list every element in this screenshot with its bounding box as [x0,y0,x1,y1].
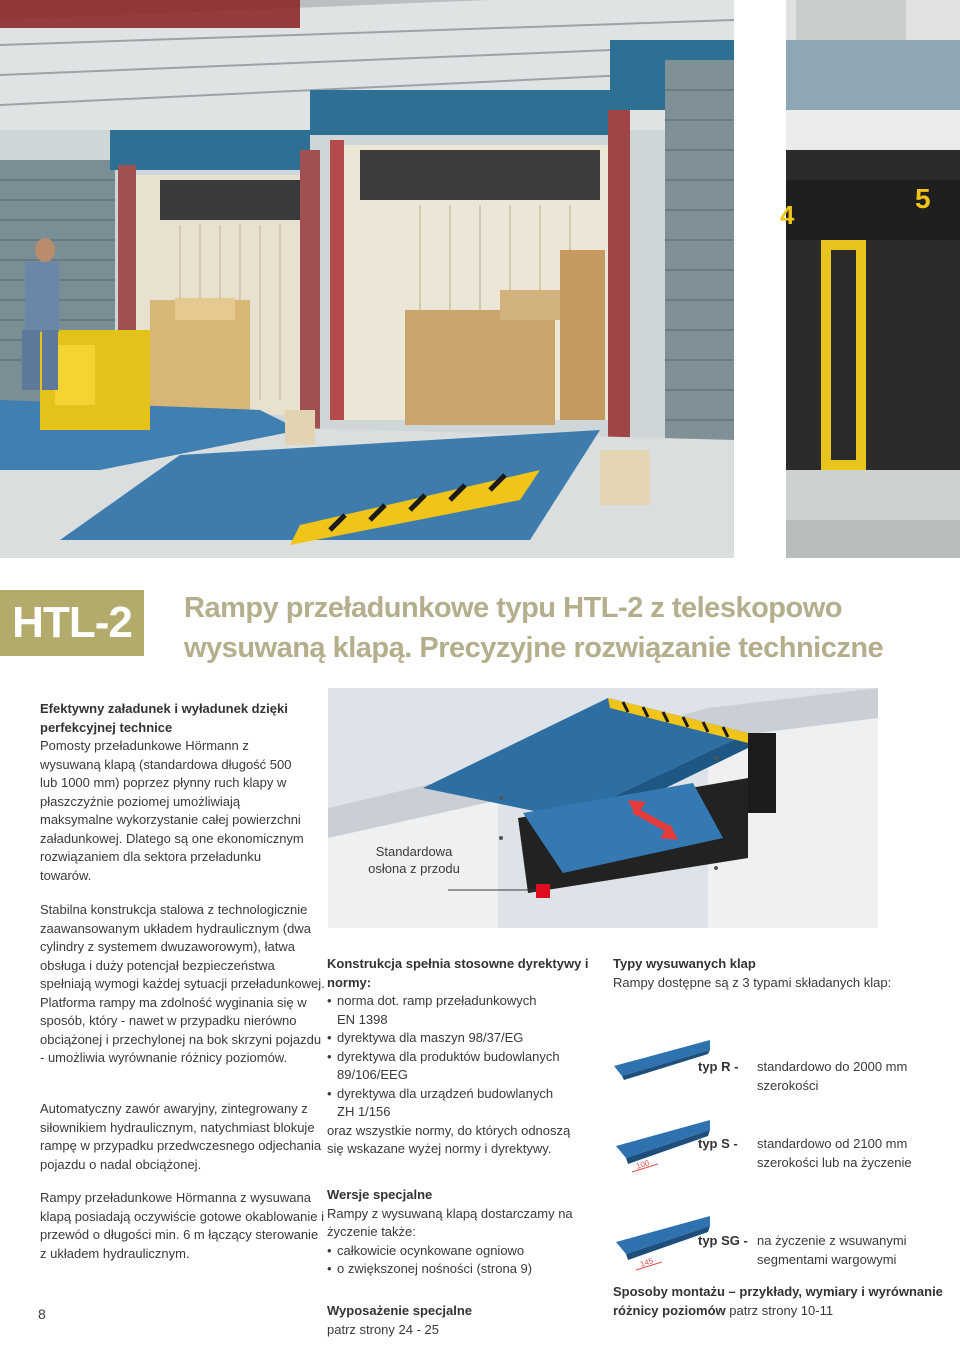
dimension-s: 100 [634,1158,651,1171]
mounting-reference-bold: Sposoby montażu – przykłady, wymiary i wyrównanie różnicy poziomów [613,1284,943,1318]
page-number: 8 [38,1306,46,1322]
flap-illustrations [612,1030,712,1290]
wiring-paragraph [40,1189,325,1263]
ramp-diagram [328,688,878,928]
special-versions-heading: Wersje specjalne [327,1187,433,1202]
norms-closing: oraz wszystkie normy, do których odnoszą się wskazane wyżej normy i dyrektywy. [327,1122,571,1156]
flap-type-s-label: typ S - [698,1136,738,1151]
norms-list [327,992,589,1122]
flap-types-heading: Typy wysuwanych klap [613,956,756,971]
special-equipment-section [327,1302,589,1339]
special-version-item: • całkowicie ocynkowane ogniowo [327,1242,589,1261]
loading-dock-photo [786,0,960,558]
construction-paragraph [40,901,325,1068]
valve-paragraph [40,1100,325,1174]
norms-item [327,992,589,1029]
door-number-4: 4 [780,200,795,230]
product-badge: HTL-2 [0,590,144,656]
construction-text: Stabilna konstrukcja stalowa z technologicznie zaawansowanym układem hydraulicznym (dwa cylindry z systemem dwuzaworowym), łatwa obsługa i duży potencjał bezpieczeństwa spełniają wymogi każdej sytuacji przeładunkowej. Platforma rampy ma zdolność wyginania się w sposób, który - nawet w przypadku nierówno obciążonej i przechylonej na bok skrzyni pojazdu - umożliwia wyrównanie różnicy poziomów. [40,902,325,1065]
page-title [184,588,924,668]
mounting-reference-pages: patrz strony 10-11 [725,1302,834,1318]
norms-section [327,955,589,1159]
valve-text: Automatyczny zawór awaryjny, zintegrowany z siłownikiem hydraulicznym, natychmiast blokuje rampę w przypadku przedwczesnego odjechania pojazdu o nadal obciążonej. [40,1101,322,1172]
norms-item-main: dyrektywa dla maszyn 98/37/EG [337,1030,524,1045]
warehouse-photo [0,0,734,558]
intro-section [40,700,310,885]
diagram-callout: Standardowa osłona z przodu [368,844,460,876]
dimension-sg: 145 [638,1256,655,1269]
flap-type-sg-name [698,1231,748,1250]
intro-paragraph: Pomosty przeładunkowe Hörmann z wysuwaną klapą (standardowa długość 500 lub 1000 mm) poprzez płynny ruch klapy w płaszczyźnie poziomej umożliwiają maksymalne wykorzystanie całej powierzchni załadunkowej. Dlatego są one ekonomicznym rozwiązaniem dla sektora przeładunku towarów. [40,738,304,883]
flap-type-sg-desc: na życzenie z wsuwanymi segmentami wargowymi [757,1233,907,1267]
special-version-item: • o zwiększonej nośności (strona 9) [327,1260,589,1279]
flap-type-s-name [698,1134,738,1153]
special-equipment-text: patrz strony 24 - 25 [327,1321,439,1337]
special-versions-list [327,1242,589,1279]
norms-item-sub: EN 1398 [337,1011,388,1027]
norms-item-main: dyrektywa dla urządzeń budowlanych [337,1085,554,1101]
flap-type-sg-label: typ SG - [698,1233,748,1248]
flap-types-section [613,955,933,992]
flap-type-r-desc: standardowo do 2000 mm szerokości [757,1059,908,1093]
intro-heading: Efektywny załadunek i wyładunek dzięki perfekcyjnej technice [40,701,288,735]
wiring-text: Rampy przeładunkowe Hörmanna z wysuwana klapą posiadają oczywiście gotowe okablowanie i przewód o długości min. 6 m łączący sterowanie z układem hydraulicznym. [40,1190,325,1261]
flap-type-r-label: typ R - [698,1059,739,1074]
flap-types-intro: Rampy dostępne są z 3 typami składanych klap: [613,974,892,990]
norms-item-sub: ZH 1/156 [337,1104,391,1119]
norms-item-sub: 89/106/EEG [337,1067,408,1082]
norms-item-main: dyrektywa dla produktów budowlanych [337,1048,560,1064]
door-number-5: 5 [915,183,931,214]
special-equipment-heading: Wyposażenie specjalne [327,1303,472,1318]
special-versions-section [327,1186,589,1279]
flap-type-s-desc: standardowo od 2100 mm szerokości lub na życzenie [757,1136,912,1170]
special-versions-intro: Rampy z wysuwaną klapą dostarczamy na życzenie także: [327,1205,573,1239]
norms-item [327,1048,589,1085]
title-line-1: Rampy przeładunkowe typu HTL-2 z teleskopowo [184,592,842,624]
norms-item [327,1085,589,1122]
norms-heading: Konstrukcja spełnia stosowne dyrektywy i normy: [327,956,589,990]
flap-type-r-name [698,1057,738,1076]
title-line-2: wysuwaną klapą. Precyzyjne rozwiązanie techniczne [184,632,884,664]
mounting-reference [613,1283,943,1320]
norms-item [327,1029,589,1048]
norms-item-main: norma dot. ramp przeładunkowych [337,993,537,1008]
